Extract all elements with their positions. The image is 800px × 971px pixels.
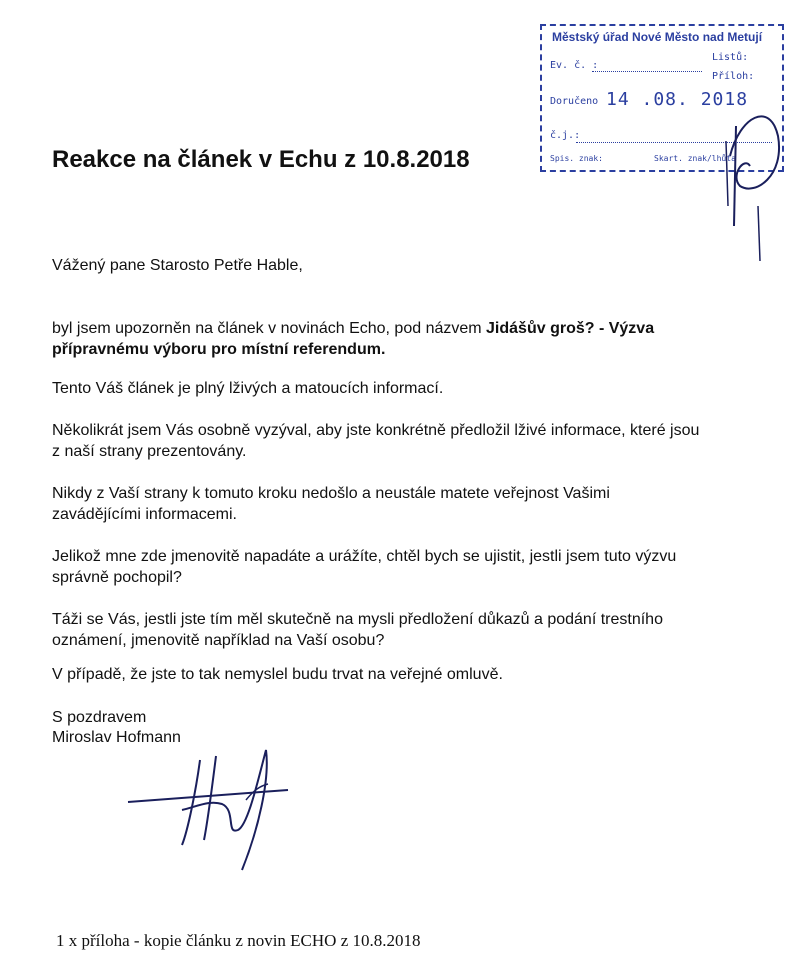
stamp-cj-label: č.j.: [550, 130, 581, 141]
article-title-bold: Jidášův groš? - Výzva přípravnému výboru pro místní referendum. [52, 320, 655, 358]
paragraph-5: Jelikož mne zde jmenovitě napadáte a urážíte, chtěl bych se ujistit, jestli jsem tuto výzvu správně pochopil? [52, 548, 677, 586]
paragraph-4: Nikdy z Vaší strany k tomuto kroku nedošlo a neustále matete veřejnost Vašimi zavádějícími informacemi. [52, 485, 610, 523]
stamp-skart-label: Skart. znak/lhůta [654, 154, 736, 163]
attachment-note: 1 x příloha - kopie článku z novin ECHO z 10.8.2018 [56, 931, 421, 950]
paragraph-1 [52, 318, 742, 360]
paragraph-2: Tento Váš článek je plný lživých a matoucích informací. [52, 380, 444, 397]
stamp-ev-line [592, 61, 702, 72]
stamp-signature-drawing [700, 96, 790, 266]
stamp-spis-label: Spis. znak: [550, 154, 603, 163]
stamp-priloh-label: Příloh: [712, 71, 755, 82]
stamp-listu-label: Listů: [712, 52, 749, 63]
stamp-ev-label: Ev. č. : [550, 60, 599, 71]
salutation: Vážený pane Starosto Petře Hable, [52, 257, 303, 274]
stamp-received-date: 14 .08. 2018 [606, 89, 749, 110]
closing: S pozdravem [52, 709, 147, 726]
paragraph-6: Táži se Vás, jestli jste tím měl skutečně na mysli předložení důkazů a podání trestního oznámení, jmenovitě například na Vaší osobu? [52, 611, 663, 649]
author-name: Miroslav Hofmann [52, 729, 181, 746]
document-title: Reakce na článek v Echu z 10.8.2018 [52, 146, 470, 173]
paragraph-1-text: byl jsem upozorněn na článek v novinách Echo, pod názvem [52, 320, 487, 337]
stamp-doruceno-label: Doručeno [550, 96, 599, 107]
paragraph-3: Několikrát jsem Vás osobně vyzýval, aby jste konkrétně předložil lživé informace, které jsou z naší strany prezentovány. [52, 422, 700, 460]
paragraph-7: V případě, že jste to tak nemyslel budu trvat na veřejné omluvě. [52, 666, 503, 683]
author-signature-drawing [118, 740, 298, 880]
stamp-office-name: Městský úřad Nové Město nad Metují [552, 30, 763, 44]
